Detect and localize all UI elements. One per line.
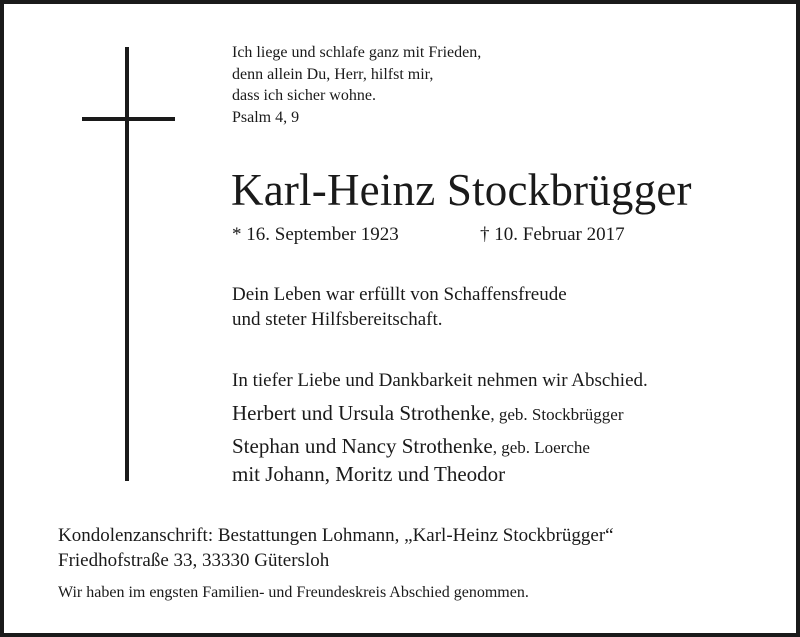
death-date: † 10. Februar 2017 bbox=[480, 224, 625, 245]
cross-horizontal-bar bbox=[82, 117, 175, 121]
mourner-maiden-name: , geb. Stockbrügger bbox=[490, 405, 624, 424]
farewell-line: In tiefer Liebe und Dankbarkeit nehmen wir Abschied. bbox=[232, 370, 648, 391]
mourner-entry bbox=[232, 399, 624, 429]
tribute-line: und steter Hilfsbereitschaft. bbox=[232, 309, 443, 330]
birth-date: * 16. September 1923 bbox=[232, 224, 399, 245]
mourner-names: Herbert und Ursula Strothenke bbox=[232, 401, 491, 425]
verse-line: dass ich sicher wohne. bbox=[232, 87, 376, 104]
verse-reference: Psalm 4, 9 bbox=[232, 108, 300, 126]
tribute-line: Dein Leben war erfüllt von Schaffensfreude bbox=[232, 284, 567, 305]
life-dates bbox=[232, 222, 625, 248]
closing-note: Wir haben im engsten Familien- und Freundeskreis Abschied genommen. bbox=[58, 584, 529, 601]
bible-verse bbox=[232, 42, 481, 128]
verse-line: Ich liege und schlafe ganz mit Frieden, bbox=[232, 44, 482, 61]
condolence-line: Friedhofstraße 33, 33330 Gütersloh bbox=[58, 550, 330, 571]
mourner-names: mit Johann, Moritz und Theodor bbox=[232, 462, 506, 486]
condolence-address bbox=[58, 523, 614, 573]
mourner-names: Stephan und Nancy Strothenke bbox=[232, 434, 493, 458]
deceased-name: Karl-Heinz Stockbrügger bbox=[231, 165, 692, 215]
mourner-entry bbox=[232, 432, 590, 462]
tribute-text bbox=[232, 282, 567, 332]
cross-vertical-bar bbox=[125, 47, 129, 481]
verse-line: denn allein Du, Herr, hilfst mir, bbox=[232, 65, 434, 83]
mourner-maiden-name: , geb. Loerche bbox=[492, 438, 590, 457]
condolence-line: Kondolenzanschrift: Bestattungen Lohmann, „Karl-Heinz Stockbrügger“ bbox=[58, 525, 614, 546]
mourner-entry bbox=[232, 460, 505, 488]
